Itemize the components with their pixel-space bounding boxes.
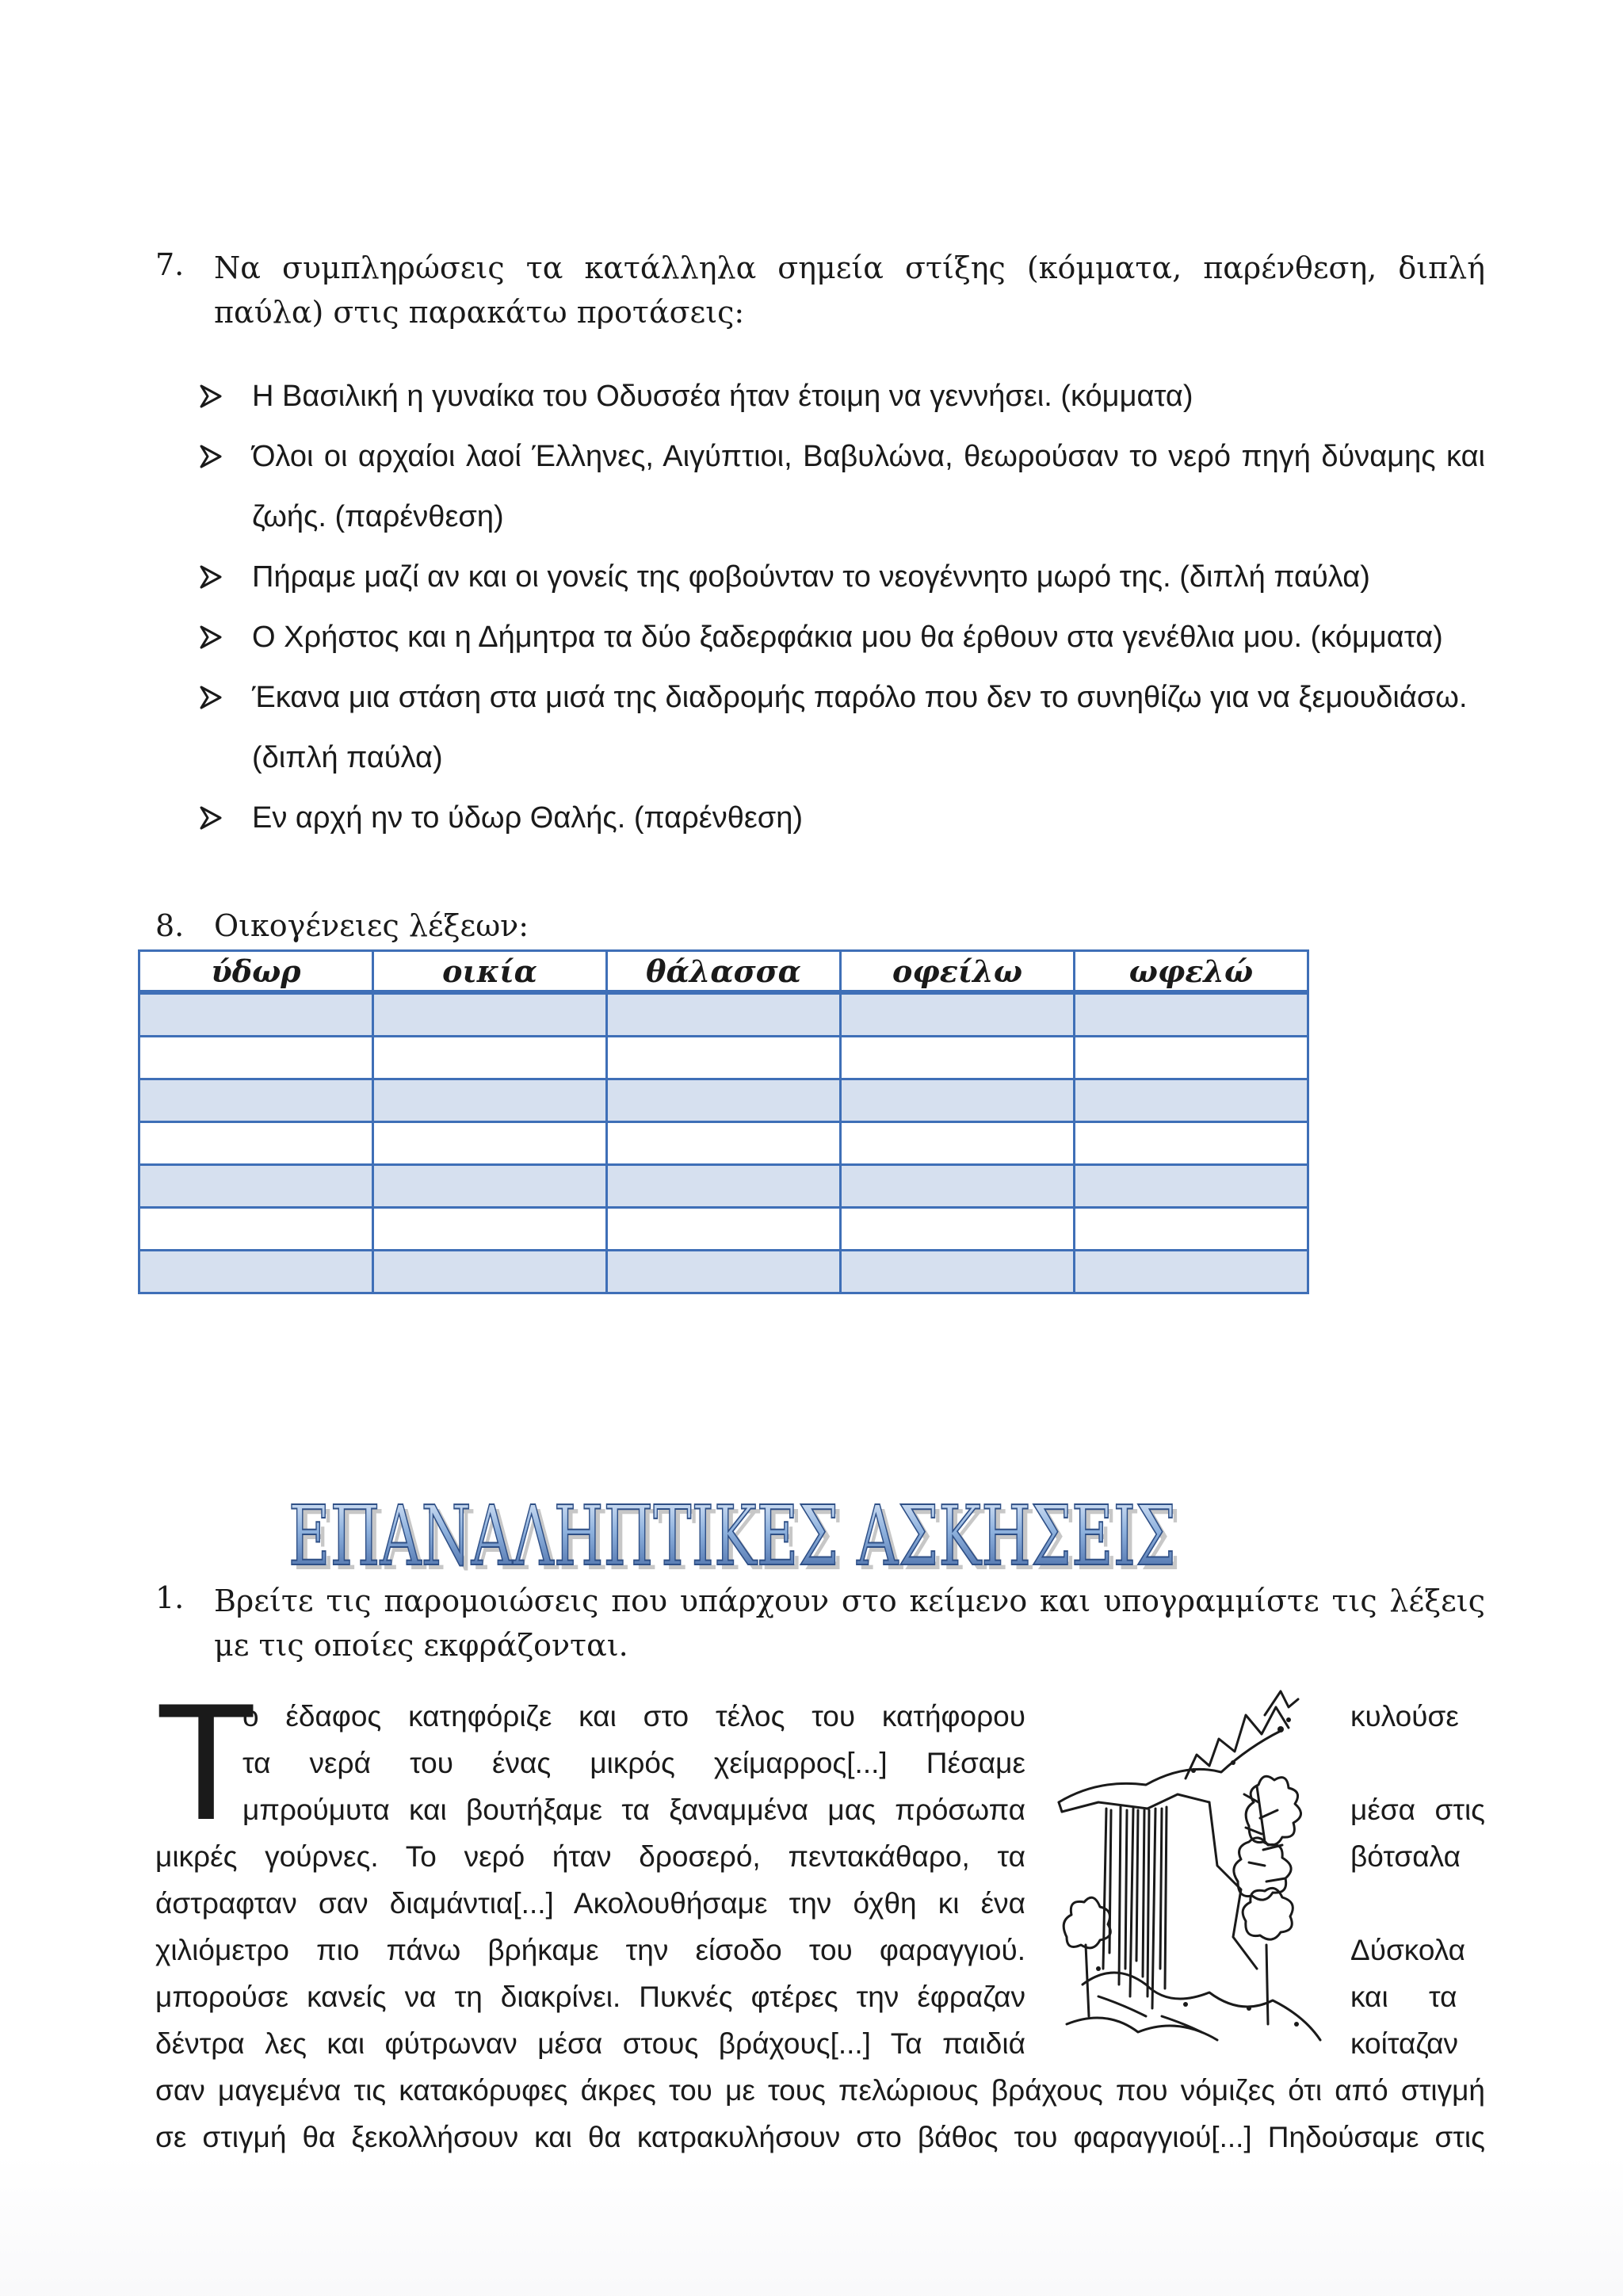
table-header-cell: οφείλω: [841, 951, 1075, 993]
passage-line: μικρές γούρνες. Το νερό ήταν δροσερό, πεντακάθαρο, τα: [155, 1840, 1025, 1873]
table-cell[interactable]: [1075, 1251, 1308, 1293]
table-cell[interactable]: [1075, 1165, 1308, 1208]
question-7-number: 7.: [155, 247, 185, 282]
table-cell[interactable]: [373, 1079, 607, 1122]
passage-line: σαν μαγεμένα τις κατακόρυφες άκρες του με τους πελώριους βράχους που νόμιζες ότι από στιγμή: [155, 2074, 1485, 2107]
passage-line: σε στιγμή θα ξεκολλήσουν και θα κατρακυλήσουν στο βάθος του φαραγγιού[...] Πηδούσαμε στις: [155, 2121, 1485, 2153]
list-item-text: Ο Χρήστος και η Δήμητρα τα δύο ξαδερφάκια μου θα έρθουν στα γενέθλια μου. (κόμματα): [252, 621, 1443, 654]
arrow-bullet-icon: [198, 384, 223, 409]
table-row: [139, 1122, 1308, 1165]
arrow-bullet-icon: [198, 564, 223, 590]
table-header-cell: θάλασσα: [607, 951, 841, 993]
arrow-bullet-icon: [198, 805, 223, 831]
table-row: [139, 1208, 1308, 1251]
table-row: [139, 1079, 1308, 1122]
table-cell[interactable]: [139, 1122, 373, 1165]
passage-line: δέντρα λες και φύτρωναν μέσα στους βράχους[...] Τα παιδιά: [155, 2027, 1025, 2060]
table-row: [139, 1165, 1308, 1208]
question-8-text: Οικογένειες λέξεων:: [214, 908, 529, 943]
passage-line: τα νερά του ένας μικρός χείμαρρος[...] Πέσαμε: [242, 1747, 1025, 1779]
table-cell[interactable]: [607, 1165, 841, 1208]
table-cell[interactable]: [373, 1208, 607, 1251]
arrow-bullet-icon: [198, 685, 223, 710]
arrow-bullet-icon: [198, 625, 223, 650]
passage-line-right: βότσαλα: [1350, 1840, 1461, 1873]
table-cell[interactable]: [607, 1208, 841, 1251]
table-cell[interactable]: [373, 1037, 607, 1079]
table-cell[interactable]: [607, 1079, 841, 1122]
passage-line: άστραφταν σαν διαμάντια[...] Ακολουθήσαμε την όχθη κι ένα: [155, 1887, 1025, 1920]
table-cell[interactable]: [841, 1079, 1075, 1122]
table-cell[interactable]: [607, 992, 841, 1037]
exercise-1-text: Βρείτε τις παρομοιώσεις που υπάρχουν στο κείμενο και υπογραμμίστε τις λέξεις με τις οποίες εκφράζονται.: [214, 1584, 1485, 1663]
table-cell[interactable]: [841, 992, 1075, 1037]
waterfall-illustration: [1051, 1683, 1328, 2048]
table-cell[interactable]: [1075, 1037, 1308, 1079]
list-item-text: Έκανα μια στάση στα μισά της διαδρομής παρόλο που δεν το συνηθίζω για να ξεμουδιάσω. (διπλή παύλα): [252, 681, 1468, 774]
passage-line-right: Δύσκολα: [1350, 1934, 1466, 1966]
drop-cap: Τ: [155, 1668, 258, 1855]
table-cell[interactable]: [607, 1251, 841, 1293]
table-cell[interactable]: [139, 1079, 373, 1122]
table-cell[interactable]: [1075, 1208, 1308, 1251]
table-row: [139, 992, 1308, 1037]
passage-line-right: κυλούσε: [1350, 1700, 1459, 1733]
table-header-cell: οικία: [373, 951, 607, 993]
table-header-cell: ωφελώ: [1075, 951, 1308, 993]
table-cell[interactable]: [841, 1122, 1075, 1165]
table-row: [139, 1251, 1308, 1293]
table-cell[interactable]: [373, 1165, 607, 1208]
list-item-text: Όλοι οι αρχαίοι λαοί Έλληνες, Αιγύπτιοι, Βαβυλώνα, θεωρούσαν το νερό πηγή δύναμης και ζωής. (παρένθεση): [252, 440, 1485, 533]
question-7-text: Να συμπληρώσεις τα κατάλληλα σημεία στίξης (κόμματα, παρένθεση, διπλή παύλα) στις παρακάτω προτάσεις:: [214, 250, 1485, 330]
passage-line: χιλιόμετρο πιο πάνω βρήκαμε την είσοδο του φαραγγιού.: [155, 1934, 1025, 1966]
exercise-1-number: 1.: [155, 1580, 185, 1615]
list-item-text: Η Βασιλική η γυναίκα του Οδυσσέα ήταν έτοιμη να γεννήσει. (κόμματα): [252, 380, 1193, 413]
passage-line-right: κοίταζαν: [1350, 2027, 1459, 2060]
list-item-text: Πήραμε μαζί αν και οι γονείς της φοβούνταν το νεογέννητο μωρό της. (διπλή παύλα): [252, 560, 1370, 594]
table-cell[interactable]: [373, 1251, 607, 1293]
arrow-bullet-icon: [198, 444, 223, 469]
table-cell[interactable]: [607, 1037, 841, 1079]
word-families-table: [138, 949, 1309, 1294]
table-cell[interactable]: [139, 1165, 373, 1208]
passage-line: μπορούσε κανείς να τη διακρίνει. Πυκνές φτέρες την έφραζαν: [155, 1981, 1025, 2013]
table-cell[interactable]: [139, 992, 373, 1037]
table-cell[interactable]: [841, 1251, 1075, 1293]
list-item-text: Εν αρχή ην το ύδωρ Θαλής. (παρένθεση): [252, 801, 804, 835]
passage-line-right: μέσα στις: [1350, 1794, 1485, 1826]
table-cell[interactable]: [139, 1251, 373, 1293]
passage-line-right: και τα: [1350, 1981, 1457, 2013]
table-cell[interactable]: [1075, 1122, 1308, 1165]
table-cell[interactable]: [139, 1037, 373, 1079]
table-cell[interactable]: [373, 1122, 607, 1165]
passage-line: μπρούμυτα και βουτήξαμε τα ξαναμμένα μας πρόσωπα: [242, 1794, 1025, 1826]
table-cell[interactable]: [607, 1122, 841, 1165]
passage-line: ο έδαφος κατηφόριζε και στο τέλος του κατήφορου: [242, 1700, 1025, 1733]
table-cell[interactable]: [373, 992, 607, 1037]
table-header-row: [139, 951, 1308, 993]
table-cell[interactable]: [1075, 1079, 1308, 1122]
section-title: ΕΠΑΝΑΛΗΠΤΙΚΕΣ ΑΣΚΗΣΕΙΣ: [293, 1492, 1181, 1579]
table-header-cell: ύδωρ: [139, 951, 373, 993]
table-cell[interactable]: [1075, 992, 1308, 1037]
table-cell[interactable]: [841, 1208, 1075, 1251]
table-cell[interactable]: [139, 1208, 373, 1251]
question-8-number: 8.: [155, 908, 185, 943]
section-title: ΕΠΑΝΑΛΗΠΤΙΚΕΣ ΑΣΚΗΣΕΙΣ: [288, 1488, 1176, 1579]
table-row: [139, 1037, 1308, 1079]
table-cell[interactable]: [841, 1037, 1075, 1079]
table-cell[interactable]: [841, 1165, 1075, 1208]
section-title-wordart: [282, 1476, 1186, 1579]
page-bottom-fade: [0, 2153, 1623, 2296]
